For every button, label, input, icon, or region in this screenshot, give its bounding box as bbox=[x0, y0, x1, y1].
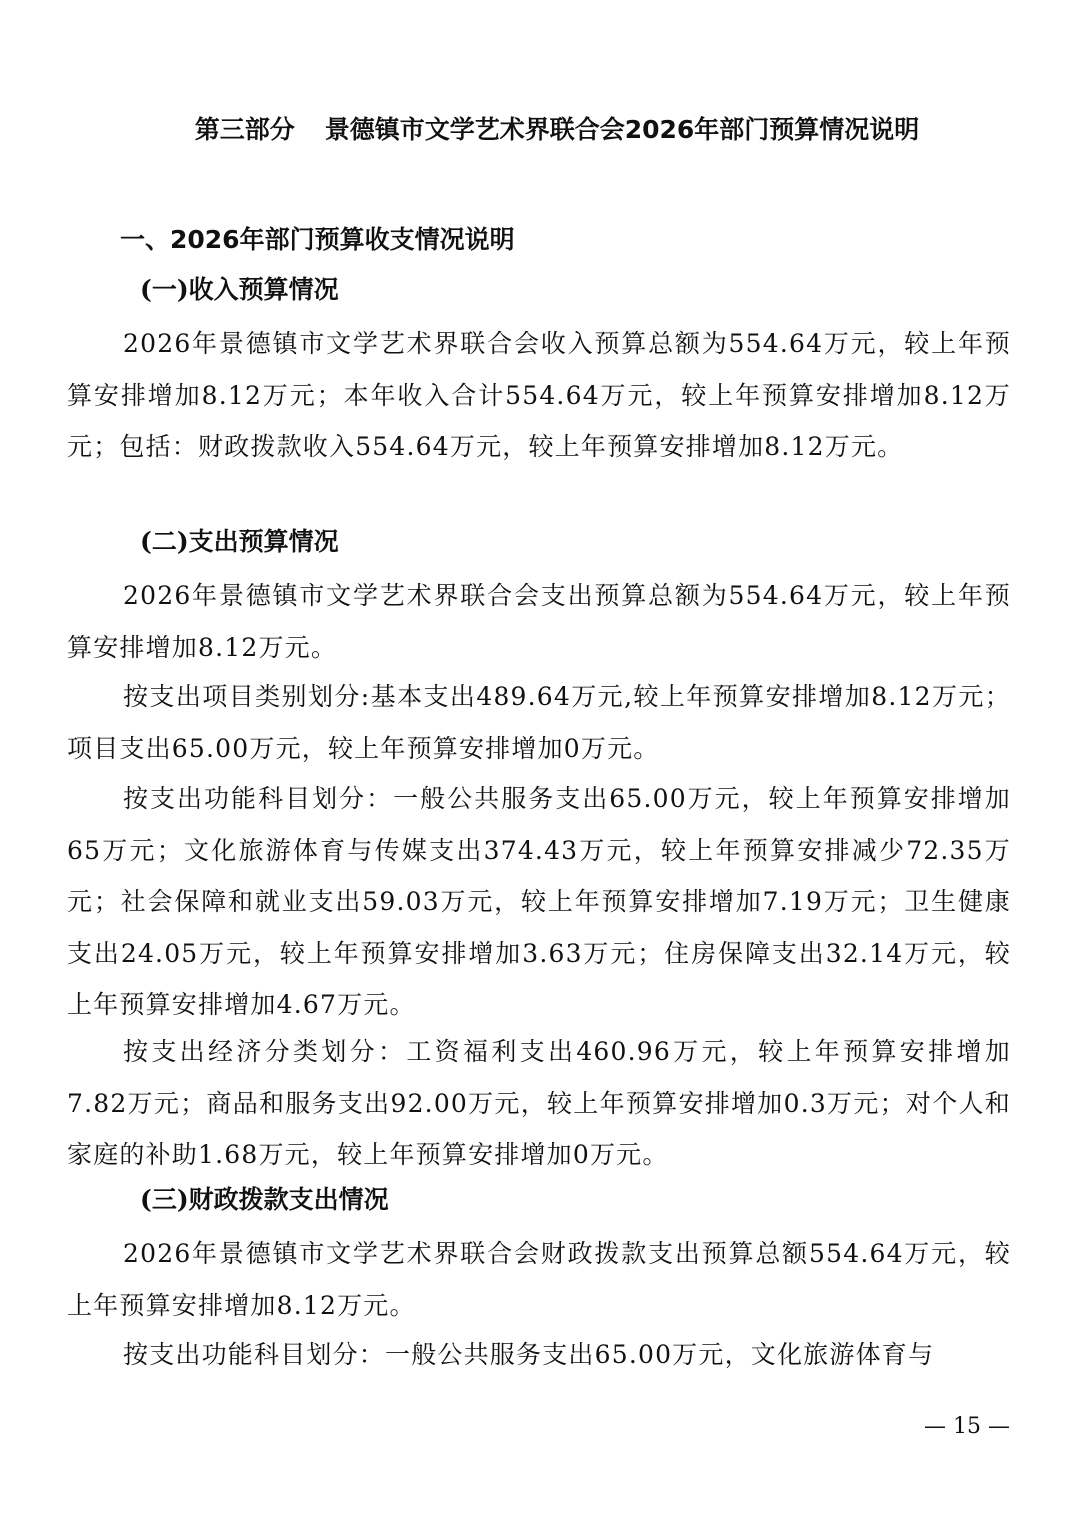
title-part: 第三部分 bbox=[194, 115, 295, 144]
paragraph-fiscal-by-function: 按支出功能科目划分：一般公共服务支出65.00万元，文化旅游体育与 bbox=[123, 1340, 935, 1369]
subsection-heading-fiscal-appropriation: (三)财政拨款支出情况 bbox=[140, 1185, 389, 1214]
section-heading: 一、2026年部门预算收支情况说明 bbox=[120, 225, 515, 254]
subsection-heading-expenditure: (二)支出预算情况 bbox=[140, 527, 339, 556]
subsection-heading-income: (一)收入预算情况 bbox=[140, 275, 339, 304]
page-number: — 15 — bbox=[924, 1414, 1010, 1439]
paragraph-income: 2026年景德镇市文学艺术界联合会收入预算总额为554.64万元，较上年预算安排增加8.12万元；本年收入合计554.64万元，较上年预算安排增加8.12万元；包括：财政拨款收入554.64万元，较上年预算安排增加8.12万元。 bbox=[67, 329, 1011, 461]
paragraph-expenditure-by-project: 按支出项目类别划分:基本支出489.64万元,较上年预算安排增加8.12万元；项目支出65.00万元，较上年预算安排增加0万元。 bbox=[67, 682, 1011, 763]
paragraph-fiscal-total: 2026年景德镇市文学艺术界联合会财政拨款支出预算总额554.64万元，较上年预算安排增加8.12万元。 bbox=[67, 1239, 1011, 1320]
page-title bbox=[0, 108, 1074, 152]
title-text: 景德镇市文学艺术界联合会2026年部门预算情况说明 bbox=[324, 115, 920, 144]
paragraph-expenditure-total: 2026年景德镇市文学艺术界联合会支出预算总额为554.64万元，较上年预算安排增加8.12万元。 bbox=[67, 581, 1011, 662]
paragraph-expenditure-by-function: 按支出功能科目划分：一般公共服务支出65.00万元，较上年预算安排增加65万元；文化旅游体育与传媒支出374.43万元，较上年预算安排减少72.35万元；社会保障和就业支出59.03万元，较上年预算安排增加7.19万元；卫生健康支出24.05万元，较上年预算安排增加3.63万元；住房保障支出32.14万元，较上年预算安排增加4.67万元。 bbox=[67, 784, 1011, 1019]
paragraph-expenditure-by-economic: 按支出经济分类划分：工资福利支出460.96万元，较上年预算安排增加7.82万元；商品和服务支出92.00万元，较上年预算安排增加0.3万元；对个人和家庭的补助1.68万元，较上年预算安排增加0万元。 bbox=[67, 1037, 1011, 1169]
